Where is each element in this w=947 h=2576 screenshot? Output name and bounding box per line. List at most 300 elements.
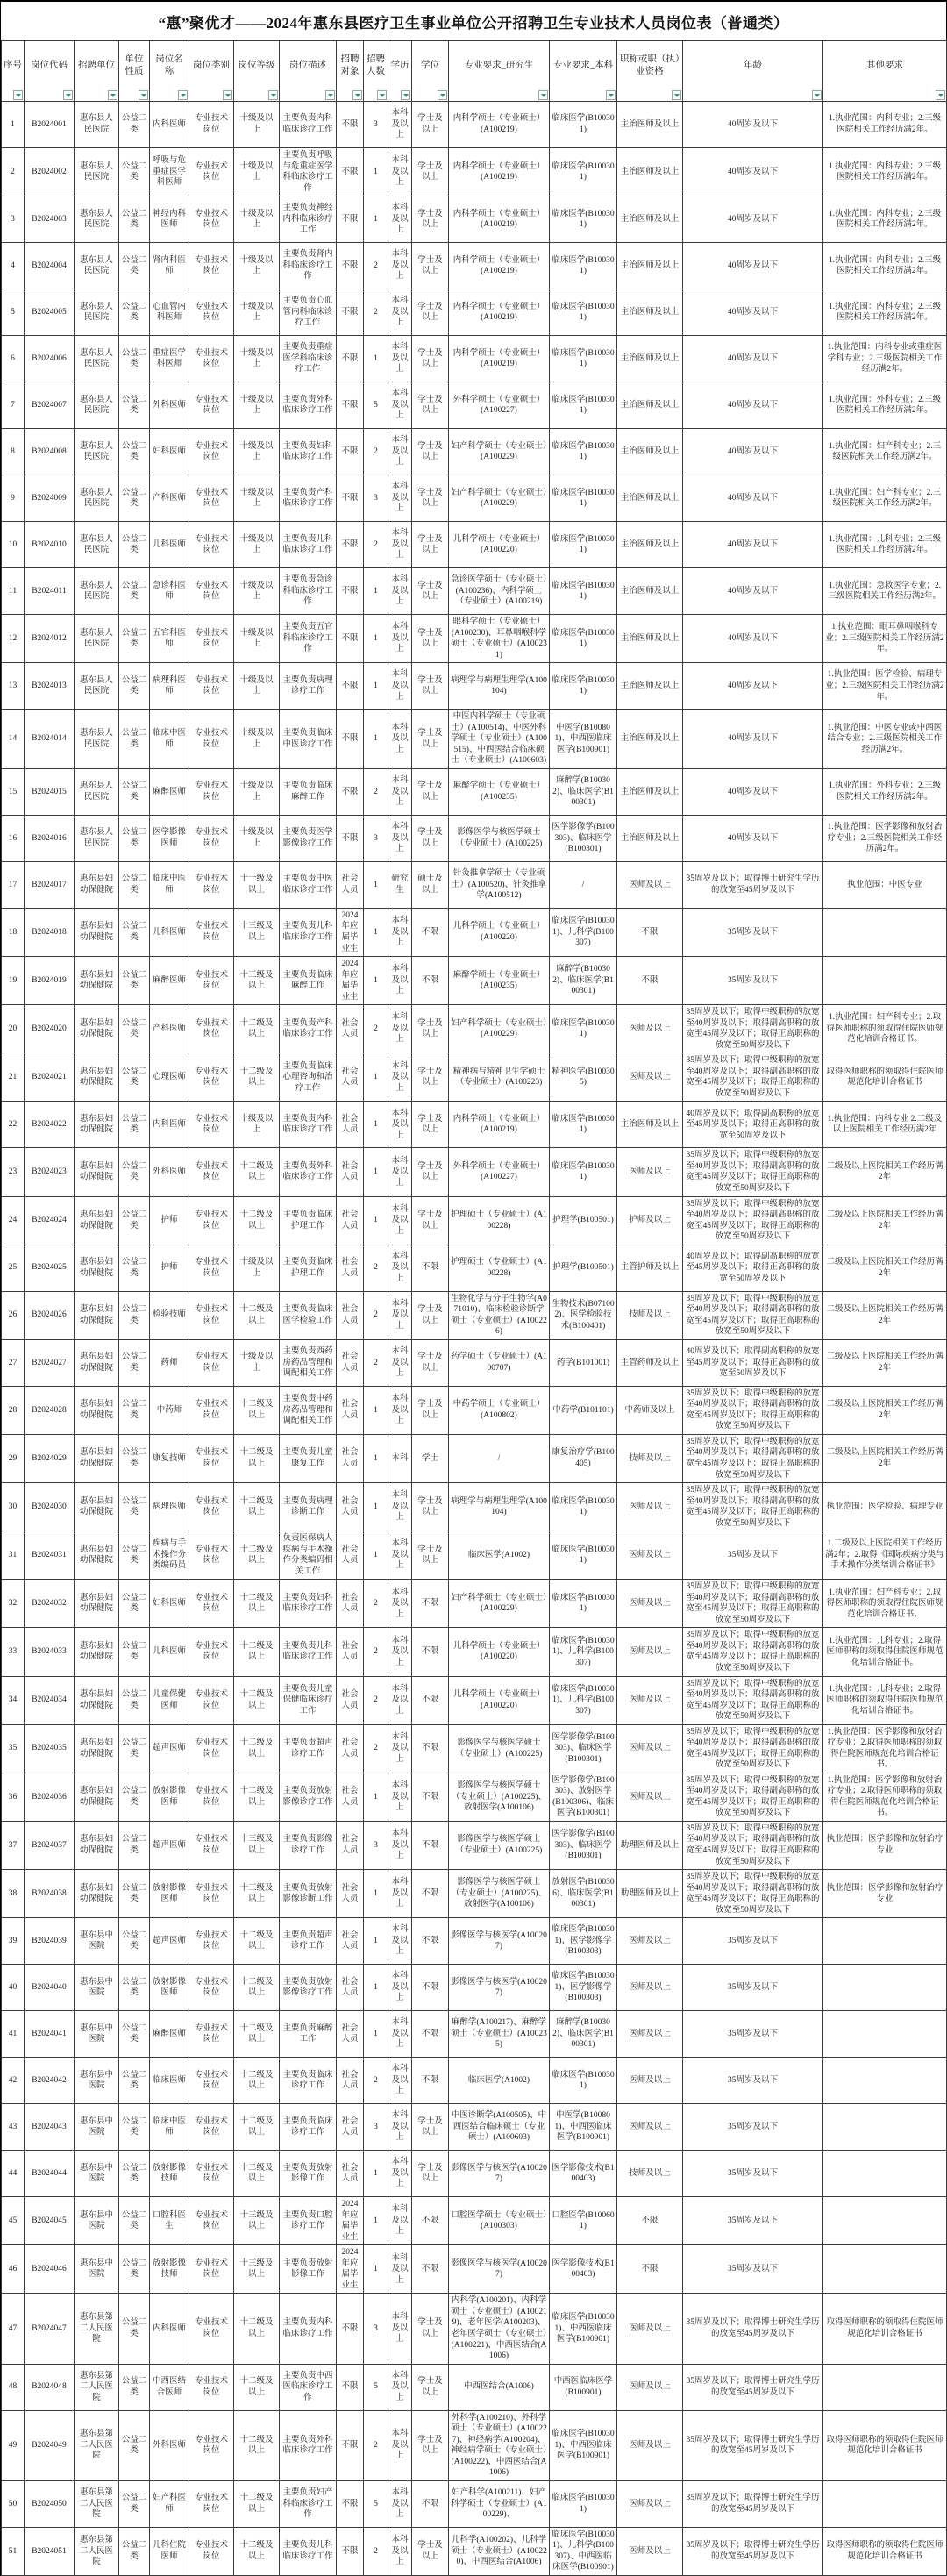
cell-post-category: 专业技术岗位 (189, 1434, 234, 1482)
cell-unit-type: 公益二类 (119, 2245, 150, 2294)
cell-other-requirements: 1.执业范围：内科专业或重症医学科专业；2.三级医院相关工作经历满2年。 (823, 336, 947, 382)
cell-education: 本科及以上 (388, 815, 412, 861)
cell-code: B2024016 (25, 815, 75, 861)
cell-count: 2 (364, 1580, 388, 1628)
cell-serial: 14 (2, 710, 25, 769)
cell-post-desc: 主要负责中医临床诊疗工作 (280, 861, 337, 908)
cell-post-name: 麻醉医师 (150, 957, 189, 1005)
cell-post-level: 十级及以上 (234, 148, 280, 196)
cell-post-desc: 主要负责临床中医诊疗工作 (280, 710, 337, 769)
cell-code: B2024025 (25, 1245, 75, 1291)
filter-dropdown-icon[interactable] (108, 90, 117, 100)
table-row (2, 1053, 947, 1102)
cell-target: 社会人员 (337, 1628, 364, 1676)
cell-age: 35周岁及以下；取得博士研究生学历的放宽至45周岁及以下 (683, 2527, 823, 2575)
cell-target: 不限 (337, 336, 364, 382)
cell-post-name: 护师 (150, 1245, 189, 1291)
cell-count: 5 (364, 382, 388, 429)
table-row (2, 1102, 947, 1148)
cell-post-category: 专业技术岗位 (189, 2245, 234, 2294)
cell-major-undergraduate: 生物技术(B071002)、医学检验技术(B100401) (550, 1291, 617, 1339)
cell-target: 社会人员 (337, 1148, 364, 1196)
filter-dropdown-icon[interactable] (377, 90, 387, 100)
cell-post-level: 十级及以上 (234, 336, 280, 382)
cell-target: 不限 (337, 243, 364, 289)
cell-serial: 37 (2, 1821, 25, 1869)
cell-post-category: 专业技术岗位 (189, 2197, 234, 2245)
cell-other-requirements (823, 2480, 947, 2527)
cell-count: 2 (364, 2410, 388, 2480)
cell-post-level: 十一级及以上 (234, 861, 280, 908)
table-row (2, 663, 947, 710)
cell-major-graduate: 临床医学(A1002) (449, 2058, 550, 2104)
cell-target: 社会人员 (337, 1339, 364, 1386)
column-header-label: 招聘单位 (78, 61, 115, 71)
cell-unit-type: 公益二类 (119, 522, 150, 568)
cell-post-name: 五官科医师 (150, 615, 189, 663)
cell-major-graduate: 影像医学与核医学硕士（专业硕士）(A100225)、放射医学(A100106) (449, 1870, 550, 1918)
cell-code: B2024038 (25, 1870, 75, 1918)
table-row (2, 2527, 947, 2575)
table-row (2, 289, 947, 336)
filter-dropdown-icon[interactable] (139, 90, 148, 100)
filter-dropdown-icon[interactable] (672, 90, 681, 100)
column-header-unit-type (119, 41, 150, 102)
cell-degree: 不限 (412, 1245, 449, 1291)
cell-unit: 惠东县人民医院 (75, 568, 119, 615)
cell-unit-type: 公益二类 (119, 1245, 150, 1291)
cell-code: B2024003 (25, 196, 75, 243)
cell-target: 社会人员 (337, 1773, 364, 1821)
cell-unit: 惠东县中医院 (75, 1918, 119, 1965)
cell-unit: 惠东县人民医院 (75, 522, 119, 568)
cell-post-category: 专业技术岗位 (189, 2104, 234, 2151)
cell-unit: 惠东县中医院 (75, 2245, 119, 2294)
cell-count: 2 (364, 2527, 388, 2575)
cell-major-graduate: / (449, 1434, 550, 1482)
cell-target: 社会人员 (337, 2058, 364, 2104)
cell-degree: 学士及以上 (412, 2527, 449, 2575)
cell-other-requirements (823, 2364, 947, 2410)
cell-target: 不限 (337, 2527, 364, 2575)
cell-other-requirements: 1.执业范围：眼耳鼻咽喉科专业；2.三级医院相关工作经历满2年。 (823, 615, 947, 663)
cell-title-qualification: 医师及以上 (617, 1053, 683, 1102)
cell-serial: 10 (2, 522, 25, 568)
cell-education: 本科及以上 (388, 1628, 412, 1676)
cell-post-name: 外科医师 (150, 2410, 189, 2480)
cell-code: B2024011 (25, 568, 75, 615)
cell-other-requirements: 二级及以上医院相关工作经历满2年 (823, 1245, 947, 1291)
cell-serial: 15 (2, 768, 25, 815)
filter-dropdown-icon[interactable] (63, 90, 73, 100)
cell-unit-type: 公益二类 (119, 663, 150, 710)
cell-major-graduate: 影像医学与核医学(A100207) (449, 2245, 550, 2294)
cell-post-desc: 主要负责急诊科临床诊疗工作 (280, 568, 337, 615)
cell-serial: 46 (2, 2245, 25, 2294)
cell-education: 本科及以上 (388, 1148, 412, 1196)
cell-post-category: 专业技术岗位 (189, 1291, 234, 1339)
cell-code: B2024009 (25, 475, 75, 522)
cell-serial: 30 (2, 1483, 25, 1531)
cell-age: 40周岁及以下；取得副高职称的放宽至45周岁及以下；取得正高职称的放宽至50周岁及以下 (683, 1245, 823, 1291)
cell-serial: 39 (2, 1918, 25, 1965)
cell-degree: 学士及以上 (412, 1339, 449, 1386)
filter-dropdown-icon[interactable] (268, 90, 278, 100)
cell-post-category: 专业技术岗位 (189, 1918, 234, 1965)
cell-degree: 学士及以上 (412, 663, 449, 710)
cell-count: 1 (364, 1773, 388, 1821)
cell-unit-type: 公益二类 (119, 1531, 150, 1580)
cell-unit-type: 公益二类 (119, 2364, 150, 2410)
cell-serial: 16 (2, 815, 25, 861)
column-header-post-level (234, 41, 280, 102)
cell-title-qualification: 技师及以上 (617, 1291, 683, 1339)
cell-education: 本科及以上 (388, 1676, 412, 1724)
cell-major-undergraduate: 临床医学(B100301) (550, 382, 617, 429)
filter-dropdown-icon[interactable] (223, 90, 232, 100)
cell-serial: 29 (2, 1434, 25, 1482)
cell-major-undergraduate: 临床医学(B100301) (550, 615, 617, 663)
cell-count: 2 (364, 768, 388, 815)
cell-major-undergraduate: 护理学(B100501) (550, 1196, 617, 1245)
table-row (2, 2197, 947, 2245)
cell-post-level: 十二级及以上 (234, 1483, 280, 1531)
cell-unit: 惠东县妇幼保健院 (75, 908, 119, 956)
cell-other-requirements (823, 1965, 947, 2011)
cell-unit: 惠东县人民医院 (75, 148, 119, 196)
cell-major-graduate: 麻醉学硕士（专业硕士）(A100235) (449, 957, 550, 1005)
cell-major-undergraduate: 中医学(B100801)、中西医临床医学(B100901) (550, 2104, 617, 2151)
cell-post-desc: 主要负责重症医学科临床诊疗工作 (280, 336, 337, 382)
cell-age: 35周岁及以下 (683, 1918, 823, 1965)
cell-post-desc: 主要负责儿科临床诊疗工作 (280, 908, 337, 956)
filter-dropdown-icon[interactable] (401, 90, 410, 100)
cell-post-desc: 主要负责心血管内科临床诊疗工作 (280, 289, 337, 336)
cell-post-category: 专业技术岗位 (189, 568, 234, 615)
cell-unit: 惠东县人民医院 (75, 663, 119, 710)
cell-degree: 学士及以上 (412, 815, 449, 861)
cell-serial: 17 (2, 861, 25, 908)
cell-post-category: 专业技术岗位 (189, 1245, 234, 1291)
cell-title-qualification: 主治医师及以上 (617, 615, 683, 663)
cell-education: 本科及以上 (388, 1339, 412, 1386)
cell-unit: 惠东县妇幼保健院 (75, 1434, 119, 1482)
cell-post-category: 专业技术岗位 (189, 148, 234, 196)
cell-target: 2024年应届毕业生 (337, 2245, 364, 2294)
cell-count: 2 (364, 1724, 388, 1773)
cell-target: 不限 (337, 2410, 364, 2480)
cell-post-name: 妇科医师 (150, 1580, 189, 1628)
cell-post-level: 十级及以上 (234, 815, 280, 861)
cell-other-requirements (823, 1918, 947, 1965)
cell-major-undergraduate: 临床医学(B100301) (550, 663, 617, 710)
cell-major-graduate: 妇产科学(A100211)、妇产科学硕士（专业硕士）(A100229)、 (449, 2480, 550, 2527)
cell-count: 2 (364, 1676, 388, 1724)
table-row (2, 1628, 947, 1676)
cell-other-requirements: 二级及以上医院相关工作经历满2年 (823, 1434, 947, 1482)
cell-major-graduate: 儿科学硕士（专业硕士）(A100220) (449, 1628, 550, 1676)
cell-title-qualification: 医师及以上 (617, 2480, 683, 2527)
filter-dropdown-icon[interactable] (936, 90, 945, 100)
cell-title-qualification: 助理医师及以上 (617, 1870, 683, 1918)
filter-dropdown-icon[interactable] (438, 90, 447, 100)
cell-post-category: 专业技术岗位 (189, 2364, 234, 2410)
cell-title-qualification: 医师及以上 (617, 1148, 683, 1196)
cell-degree: 学士及以上 (412, 710, 449, 769)
cell-education: 本科及以上 (388, 2104, 412, 2151)
cell-code: B2024018 (25, 908, 75, 956)
cell-major-graduate: 中药学硕士（专业硕士）(A100802) (449, 1386, 550, 1434)
cell-post-category: 专业技术岗位 (189, 2294, 234, 2364)
cell-other-requirements (823, 2245, 947, 2294)
cell-code: B2024028 (25, 1386, 75, 1434)
cell-post-category: 专业技术岗位 (189, 1580, 234, 1628)
cell-serial: 48 (2, 2364, 25, 2410)
cell-post-level: 十级及以上 (234, 768, 280, 815)
cell-unit-type: 公益二类 (119, 1196, 150, 1245)
cell-degree: 学士及以上 (412, 1102, 449, 1148)
filter-dropdown-icon[interactable] (325, 90, 335, 100)
cell-major-graduate: 针灸推拿学硕士（专业硕士）(A100520)、针灸推拿学(A100512) (449, 861, 550, 908)
cell-unit-type: 公益二类 (119, 1339, 150, 1386)
cell-education: 本科及以上 (388, 663, 412, 710)
cell-major-graduate: 内科学硕士（专业硕士）(A100219) (449, 102, 550, 148)
cell-degree: 学士及以上 (412, 1483, 449, 1531)
cell-post-level: 十级及以上 (234, 243, 280, 289)
cell-other-requirements: 1.执业范围：妇产科专业；2.取得医师职称的须取得住院医师规范化培训合格证书。 (823, 1580, 947, 1628)
cell-other-requirements: 执业范围：医学影像和放射治疗专业 (823, 1870, 947, 1918)
cell-count: 2 (364, 522, 388, 568)
cell-other-requirements: 取得医师职称的须取得住院医师规范化培训合格证书 (823, 2410, 947, 2480)
cell-title-qualification: 主治医师及以上 (617, 289, 683, 336)
cell-title-qualification: 主治医师及以上 (617, 243, 683, 289)
filter-dropdown-icon[interactable] (538, 90, 548, 100)
table-row (2, 861, 947, 908)
cell-post-level: 十级及以上 (234, 710, 280, 769)
cell-target: 社会人员 (337, 1724, 364, 1773)
cell-age: 35周岁及以下；取得博士研究生学历的放宽至45周岁及以下 (683, 2480, 823, 2527)
cell-other-requirements: 1.执业范围：内科专业；2.三级医院相关工作经历满2年。 (823, 289, 947, 336)
cell-major-undergraduate: 麻醉学(B100302)、临床医学(B100301) (550, 2011, 617, 2058)
column-header-education (388, 41, 412, 102)
cell-education: 本科及以上 (388, 2364, 412, 2410)
table-row (2, 2058, 947, 2104)
cell-age: 35周岁及以下；取得博士研究生学历的放宽至45周岁及以下 (683, 2364, 823, 2410)
cell-unit-type: 公益二类 (119, 148, 150, 196)
cell-title-qualification: 主管护师及以上 (617, 1245, 683, 1291)
cell-post-category: 专业技术岗位 (189, 2480, 234, 2527)
cell-major-undergraduate: 临床医学(B100301)、中西医临床医学(B100901) (550, 2294, 617, 2364)
cell-unit-type: 公益二类 (119, 1483, 150, 1531)
cell-degree: 不限 (412, 1724, 449, 1773)
cell-unit: 惠东县中医院 (75, 2011, 119, 2058)
cell-post-desc: 主要负责儿科临床诊疗工作 (280, 2527, 337, 2575)
cell-unit: 惠东县第二人民医院 (75, 2294, 119, 2364)
filter-dropdown-icon[interactable] (178, 90, 188, 100)
cell-other-requirements: 1.执业范围：儿科专业；2.取得医师职称的须取得住院医师规范化培训合格证书。 (823, 1676, 947, 1724)
cell-code: B2024047 (25, 2294, 75, 2364)
cell-degree: 学士及以上 (412, 382, 449, 429)
cell-serial: 32 (2, 1580, 25, 1628)
cell-major-undergraduate: 医学影像学(B100303)、临床医学(B100301) (550, 1821, 617, 1869)
table-row (2, 2294, 947, 2364)
cell-post-name: 临床医师 (150, 2058, 189, 2104)
cell-major-graduate: 中西医结合(A1006) (449, 2364, 550, 2410)
cell-post-name: 儿科住院医师 (150, 2527, 189, 2575)
cell-code: B2024001 (25, 102, 75, 148)
cell-title-qualification: 主治医师及以上 (617, 815, 683, 861)
filter-dropdown-icon[interactable] (606, 90, 616, 100)
cell-major-graduate: 药学硕士（专业硕士）(A100707) (449, 1339, 550, 1386)
cell-unit: 惠东县第二人民医院 (75, 2527, 119, 2575)
cell-other-requirements: 1.执业范围：儿科专业；2.取得医师职称的须取得住院医师规范化培训合格证书。 (823, 1628, 947, 1676)
cell-code: B2024019 (25, 957, 75, 1005)
cell-post-level: 十级及以上 (234, 102, 280, 148)
cell-post-name: 妇产科医师 (150, 2480, 189, 2527)
cell-post-level: 十二级及以上 (234, 2058, 280, 2104)
filter-dropdown-icon[interactable] (352, 90, 362, 100)
cell-target: 不限 (337, 2364, 364, 2410)
table-row (2, 1918, 947, 1965)
cell-major-graduate: 儿科学(A100202)、儿科学硕士（专业硕士）(A100220)、中西医结合(A1006) (449, 2527, 550, 2575)
cell-age: 35周岁及以下 (683, 2058, 823, 2104)
cell-post-name: 医学影像医师 (150, 815, 189, 861)
cell-target: 不限 (337, 475, 364, 522)
cell-serial: 1 (2, 102, 25, 148)
cell-target: 社会人员 (337, 1386, 364, 1434)
cell-count: 1 (364, 663, 388, 710)
cell-post-category: 专业技术岗位 (189, 2410, 234, 2480)
cell-major-graduate: 儿科学硕士（专业硕士）(A100220) (449, 908, 550, 956)
cell-unit-type: 公益二类 (119, 1434, 150, 1482)
cell-unit: 惠东县人民医院 (75, 815, 119, 861)
cell-education: 本科及以上 (388, 768, 412, 815)
cell-post-desc: 负责医保病人疾病与手术操作分类编码相关工作 (280, 1531, 337, 1580)
cell-serial: 47 (2, 2294, 25, 2364)
cell-title-qualification: 技师及以上 (617, 2151, 683, 2197)
cell-education: 本科及以上 (388, 1918, 412, 1965)
cell-title-qualification: 医师及以上 (617, 1483, 683, 1531)
cell-code: B2024004 (25, 243, 75, 289)
cell-count: 2 (364, 429, 388, 475)
cell-degree: 不限 (412, 1773, 449, 1821)
cell-post-level: 十二级及以上 (234, 1724, 280, 1773)
cell-unit-type: 公益二类 (119, 1965, 150, 2011)
cell-count: 1 (364, 710, 388, 769)
cell-major-graduate: 内科学硕士（专业硕士）(A100219) (449, 196, 550, 243)
cell-code: B2024010 (25, 522, 75, 568)
table-row (2, 908, 947, 956)
filter-dropdown-icon[interactable] (13, 90, 23, 100)
cell-serial: 45 (2, 2197, 25, 2245)
cell-target: 不限 (337, 568, 364, 615)
cell-other-requirements: 1.执业范围：内科专业；2.三级医院相关工作经历满2年。 (823, 102, 947, 148)
cell-education: 本科及以上 (388, 1005, 412, 1053)
cell-post-level: 十二级及以上 (234, 1386, 280, 1434)
cell-major-graduate: 内科学硕士（专业硕士）(A100219) (449, 1102, 550, 1148)
cell-post-level: 十级及以上 (234, 475, 280, 522)
cell-target: 2024年应届毕业生 (337, 957, 364, 1005)
cell-serial: 25 (2, 1245, 25, 1291)
cell-major-graduate: 内科学硕士（专业硕士）(A100219) (449, 289, 550, 336)
cell-major-undergraduate: 临床医学(B100301) (550, 1531, 617, 1580)
cell-unit-type: 公益二类 (119, 2151, 150, 2197)
cell-degree: 不限 (412, 1580, 449, 1628)
cell-post-desc: 主要负责外科临床诊疗工作 (280, 382, 337, 429)
cell-post-category: 专业技术岗位 (189, 2011, 234, 2058)
cell-degree: 硕士及以上 (412, 861, 449, 908)
cell-target: 社会人员 (337, 1483, 364, 1531)
cell-post-category: 专业技术岗位 (189, 1724, 234, 1773)
cell-count: 3 (364, 1821, 388, 1869)
cell-age: 35周岁及以下 (683, 2104, 823, 2151)
cell-major-graduate: 麻醉学(A100217)、麻醉学硕士（专业硕士）(A100235) (449, 2011, 550, 2058)
cell-post-category: 专业技术岗位 (189, 1628, 234, 1676)
cell-post-level: 十三级及以上 (234, 1870, 280, 1918)
cell-post-desc: 主要负责外科临床诊疗工作 (280, 1148, 337, 1196)
cell-unit-type: 公益二类 (119, 429, 150, 475)
cell-age: 40周岁及以下 (683, 148, 823, 196)
cell-unit-type: 公益二类 (119, 2058, 150, 2104)
column-header-label: 年龄 (744, 61, 762, 71)
cell-age: 35周岁及以下 (683, 2197, 823, 2245)
cell-title-qualification: 医师及以上 (617, 861, 683, 908)
cell-age: 40周岁及以下 (683, 243, 823, 289)
cell-age: 35周岁及以下；取得中级职称的放宽至40周岁及以下；取得副高职称的放宽至45周岁及以下；取得正高职称的放宽至50周岁及以下 (683, 1628, 823, 1676)
cell-degree: 学士及以上 (412, 522, 449, 568)
cell-code: B2024048 (25, 2364, 75, 2410)
cell-age: 35周岁及以下；取得中级职称的放宽至40周岁及以下；取得副高职称的放宽至45周岁及以下；取得正高职称的放宽至50周岁及以下 (683, 1676, 823, 1724)
cell-age: 35周岁及以下；取得中级职称的放宽至40周岁及以下；取得副高职称的放宽至45周岁及以下；取得正高职称的放宽至50周岁及以下 (683, 1291, 823, 1339)
column-header-label: 学历 (390, 61, 409, 71)
cell-code: B2024037 (25, 1821, 75, 1869)
cell-post-level: 十级及以上 (234, 196, 280, 243)
cell-unit-type: 公益二类 (119, 2104, 150, 2151)
cell-target: 不限 (337, 663, 364, 710)
cell-post-name: 急诊科医师 (150, 568, 189, 615)
cell-post-desc: 主要负责临床麻醉工作 (280, 768, 337, 815)
cell-post-name: 病理科医师 (150, 663, 189, 710)
cell-major-graduate: 眼科学硕士（专业硕士）(A100230)、耳鼻咽喉科学硕士（专业硕士）(A100231) (449, 615, 550, 663)
cell-other-requirements: 1.执业范围：内科专业 2.二级及以上医院相关工作经历满2年 (823, 1102, 947, 1148)
column-header-label: 岗位描述 (289, 61, 326, 71)
cell-post-level: 十二级及以上 (234, 2104, 280, 2151)
cell-post-category: 专业技术岗位 (189, 1386, 234, 1434)
cell-education: 本科及以上 (388, 1870, 412, 1918)
column-header-label: 其他要求 (866, 61, 903, 71)
cell-education: 本科及以上 (388, 2058, 412, 2104)
table-row (2, 243, 947, 289)
cell-age: 35周岁及以下 (683, 2011, 823, 2058)
cell-major-undergraduate: 麻醉学(B100302)、临床医学(B100301) (550, 768, 617, 815)
cell-major-graduate: 妇产科学硕士（专业硕士）(A100229) (449, 1580, 550, 1628)
cell-post-name: 肾内科医师 (150, 243, 189, 289)
cell-target: 不限 (337, 2480, 364, 2527)
cell-unit-type: 公益二类 (119, 908, 150, 956)
cell-post-level: 十二级及以上 (234, 2151, 280, 2197)
filter-dropdown-icon[interactable] (812, 90, 822, 100)
cell-title-qualification: 主治医师及以上 (617, 148, 683, 196)
cell-post-level: 十级及以上 (234, 1245, 280, 1291)
cell-age: 35周岁及以下；取得中级职称的放宽至40周岁及以下；取得副高职称的放宽至45周岁及以下；取得正高职称的放宽至50周岁及以下 (683, 1870, 823, 1918)
cell-title-qualification: 医师及以上 (617, 1531, 683, 1580)
cell-age: 35周岁及以下；取得中级职称的放宽至40周岁及以下；取得副高职称的放宽至45周岁及以下；取得正高职称的放宽至50周岁及以下 (683, 1483, 823, 1531)
cell-unit-type: 公益二类 (119, 1870, 150, 1918)
cell-post-name: 儿科医师 (150, 1628, 189, 1676)
cell-post-desc: 主要负责五官科临床诊疗工作 (280, 615, 337, 663)
cell-unit-type: 公益二类 (119, 615, 150, 663)
cell-count: 1 (364, 2245, 388, 2294)
